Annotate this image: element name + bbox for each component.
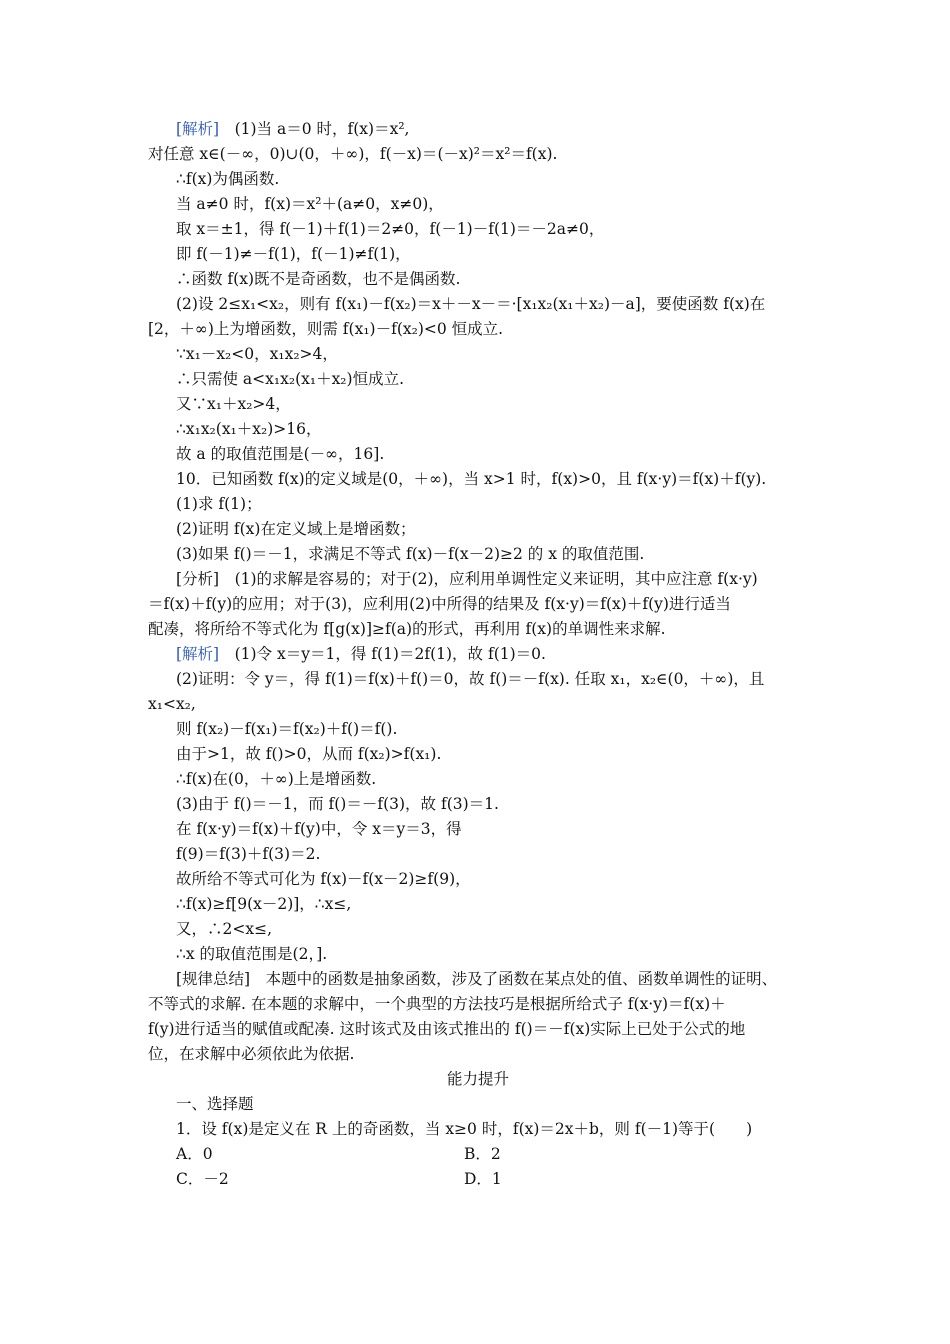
text-line: [148, 842, 808, 867]
text-line: [148, 767, 808, 792]
text-line: [148, 867, 808, 892]
text-line: [148, 942, 808, 967]
line-text: 不等式的求解. 在本题的求解中，一个典型的方法技巧是根据所给式子 f(x·y)＝f(x)＋: [148, 995, 726, 1013]
text-line: [148, 792, 808, 817]
text-line: [148, 467, 808, 492]
line-text: f(9)＝f(3)＋f(3)＝2.: [176, 845, 321, 863]
line-text: 故所给不等式可化为 f(x)－f(x－2)≥f(9)，: [176, 870, 471, 888]
section-subtitle: 一、选择题: [176, 1095, 254, 1113]
text-line: [148, 117, 808, 142]
text-line: [148, 442, 808, 467]
line-text: ∴f(x)为偶函数.: [176, 170, 280, 188]
line-text: 当 a≠0 时，f(x)＝x²＋(a≠0，x≠0)，: [176, 195, 444, 213]
text-line: [148, 392, 808, 417]
line-text: 10．已知函数 f(x)的定义域是(0，＋∞)，当 x>1 时，f(x)>0，且 f(x·y)＝f(x)＋f(y).: [176, 470, 767, 488]
text-line: [148, 292, 808, 317]
text-line: [148, 517, 808, 542]
line-text: (1)当 a＝0 时，f(x)＝x²,: [219, 120, 410, 138]
line-text: (3)如果 f()＝－1，求满足不等式 f(x)－f(x－2)≥2 的 x 的取值范围.: [176, 545, 645, 563]
line-text: ∴x 的取值范围是(2，].: [176, 945, 328, 963]
section-tag: [解析]: [176, 645, 220, 663]
text-line: [148, 817, 808, 842]
text-line: [148, 967, 808, 992]
text-line: [148, 167, 808, 192]
text-line: [148, 642, 808, 667]
line-text: 故 a 的取值范围是(－∞，16].: [176, 445, 385, 463]
options-row: [148, 1167, 808, 1192]
line-text: (1)令 x＝y＝1，得 f(1)＝2f(1)，故 f(1)＝0.: [219, 645, 546, 663]
line-text: (2)证明 f(x)在定义域上是增函数；: [176, 520, 416, 538]
option-item: A．0: [176, 1145, 213, 1163]
text-line: [148, 192, 808, 217]
text-line: [148, 417, 808, 442]
line-text: f(y)进行适当的赋值或配凑. 这时该式及由该式推出的 f()＝－f(x)实际上已处于公式的地: [148, 1020, 746, 1038]
text-line: [148, 917, 808, 942]
line-text: ∴x₁x₂(x₁＋x₂)>16，: [176, 420, 322, 438]
text-line: [148, 1017, 808, 1042]
text-line: [148, 142, 808, 167]
text-line: [148, 567, 808, 592]
line-text: ∴只需使 a<x₁x₂(x₁＋x₂)恒成立.: [176, 370, 404, 388]
text-line: [148, 692, 808, 717]
text-line: [148, 1042, 808, 1067]
line-text: x₁<x₂,: [148, 695, 196, 713]
document-body: [148, 117, 808, 1192]
line-text: 配凑，将所给不等式化为 f[g(x)]≥f(a)的形式，再利用 f(x)的单调性来求解.: [148, 620, 666, 638]
section-tag: [解析]: [176, 120, 220, 138]
line-text: ∵x₁－x₂<0，x₁x₂>4，: [176, 345, 338, 363]
text-line: [148, 742, 808, 767]
line-text: ∴f(x)在(0，＋∞)上是增函数.: [176, 770, 377, 788]
line-text: 对任意 x∈(－∞，0)∪(0，＋∞)，f(－x)＝(－x)²＝x²＝f(x).: [148, 145, 558, 163]
line-text: [分析] (1)的求解是容易的；对于(2)，应利用单调性定义来证明，其中应注意 f(x·y): [176, 570, 758, 588]
option-item: B．2: [464, 1145, 501, 1163]
line-text: [规律总结] 本题中的函数是抽象函数，涉及了函数在某点处的值、函数单调性的证明、: [176, 970, 778, 988]
text-line: [148, 592, 808, 617]
line-text: 即 f(－1)≠－f(1)，f(－1)≠f(1)，: [176, 245, 411, 263]
text-line: [148, 242, 808, 267]
line-text: (1)求 f(1)；: [176, 495, 262, 513]
line-text: 又∵x₁＋x₂>4，: [176, 395, 291, 413]
option-item: C．－2: [176, 1170, 229, 1188]
line-text: ∴函数 f(x)既不是奇函数，也不是偶函数.: [176, 270, 461, 288]
text-line: [148, 342, 808, 367]
line-text: 由于>1，故 f()>0，从而 f(x₂)>f(x₁).: [176, 745, 442, 763]
section-title: 能力提升: [446, 1070, 509, 1088]
line-text: 则 f(x₂)－f(x₁)＝f(x₂)＋f()＝f().: [176, 720, 398, 738]
text-line: [148, 717, 808, 742]
line-text: 位，在求解中必须依此为依据.: [148, 1045, 355, 1063]
line-text: 又，∴2<x≤,: [176, 920, 273, 938]
text-line: [148, 992, 808, 1017]
line-text: 取 x＝±1，得 f(－1)＋f(1)＝2≠0，f(－1)－f(1)＝－2a≠0，: [176, 220, 605, 238]
text-line: [148, 667, 808, 692]
line-text: 在 f(x·y)＝f(x)＋f(y)中，令 x＝y＝3，得: [176, 820, 462, 838]
line-text: ∴f(x)≥f[9(x－2)]，∴x≤,: [176, 895, 352, 913]
text-line: [148, 217, 808, 242]
text-line: [148, 542, 808, 567]
line-text: ＝f(x)＋f(y)的应用；对于(3)，应利用(2)中所得的结果及 f(x·y)＝f(x)＋f(y)进行适当: [148, 595, 731, 613]
text-line: [148, 892, 808, 917]
text-line: [148, 267, 808, 292]
text-line: [148, 367, 808, 392]
line-text: (2)设 2≤x₁<x₂，则有 f(x₁)－f(x₂)＝x＋－x－＝·[x₁x₂(x₁＋x₂)－a]，要使函数 f(x)在: [176, 295, 766, 313]
line-text: [2，＋∞)上为增函数，则需 f(x₁)－f(x₂)<0 恒成立.: [148, 320, 504, 338]
line-text: (2)证明：令 y＝，得 f(1)＝f(x)＋f()＝0，故 f()＝－f(x). 任取 x₁，x₂∈(0，＋∞)，且: [176, 670, 765, 688]
question-text: 1．设 f(x)是定义在 R 上的奇函数，当 x≥0 时，f(x)＝2x＋b，则 f(－1)等于( ): [176, 1120, 753, 1138]
line-text: (3)由于 f()＝－1，而 f()＝－f(3)，故 f(3)＝1.: [176, 795, 499, 813]
options-row: [148, 1142, 808, 1167]
text-line: [148, 492, 808, 517]
text-line: [148, 317, 808, 342]
text-line: [148, 617, 808, 642]
option-item: D．1: [464, 1170, 502, 1188]
